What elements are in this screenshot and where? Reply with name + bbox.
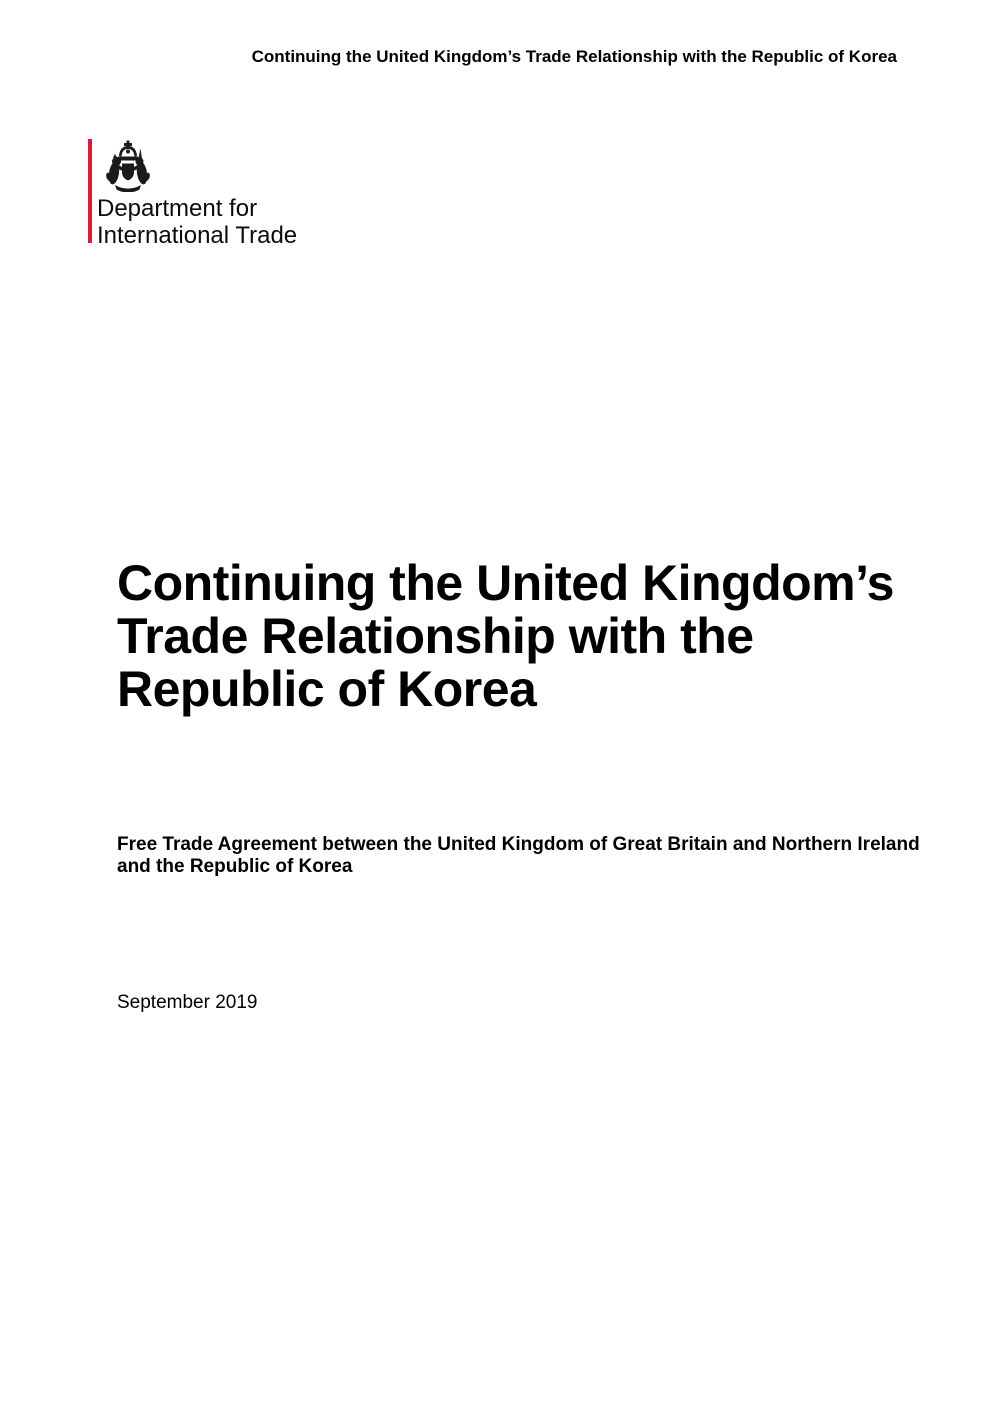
page-title: [117, 557, 947, 716]
dit-logo: [88, 139, 297, 249]
royal-coat-of-arms-icon: [103, 140, 153, 192]
page-title-line2: Trade Relationship with the: [117, 608, 754, 664]
logo-text-line1: Department for: [97, 195, 258, 222]
running-header: Continuing the United Kingdom’s Trade Relationship with the Republic of Korea: [251, 47, 897, 66]
page-subtitle-line2: and the Republic of Korea: [117, 856, 353, 877]
page-title-line1: Continuing the United Kingdom’s: [117, 555, 894, 611]
page-subtitle: [117, 834, 927, 878]
publication-date: September 2019: [117, 992, 258, 1013]
logo-text-line2: International Trade: [97, 222, 298, 249]
logo-text: [97, 195, 297, 249]
logo-body: [92, 139, 297, 249]
page-title-line3: Republic of Korea: [117, 661, 537, 717]
page-subtitle-line1: Free Trade Agreement between the United Kingdom of Great Britain and Northern Ireland: [117, 834, 920, 855]
